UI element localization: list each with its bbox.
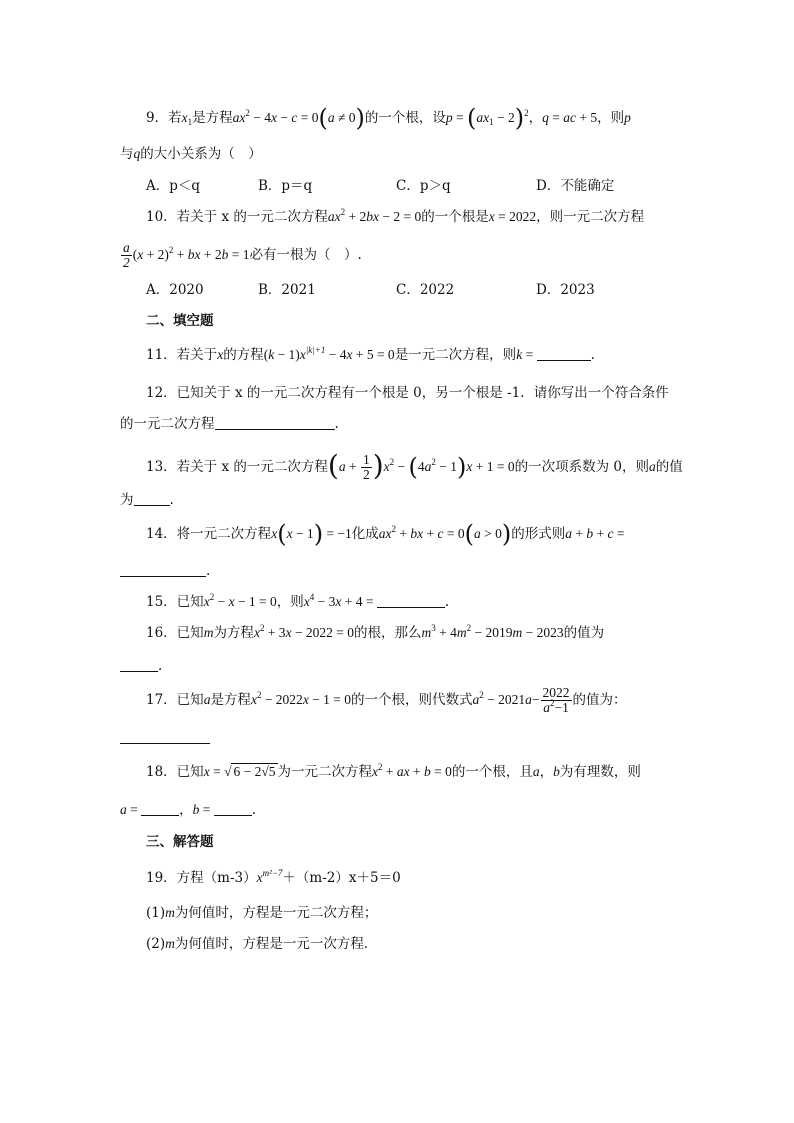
- section-2-heading: 二、填空题: [146, 313, 214, 329]
- question-9-line-1: 9．若$x_1$是方程$ax^2 - 4x - c = 0(a \ne 0)$的一个根，设$p = (ax_1 - 2)^2$，q = ac + 5，则p: [146, 104, 631, 132]
- section-3-heading: 三、解答题: [146, 834, 214, 850]
- q9-label: 9．若: [146, 110, 182, 126]
- q18-answer-b-blank[interactable]: [214, 801, 252, 816]
- question-12-line-2: 的一元二次方程 .: [120, 416, 339, 432]
- question-10-line-1: 10．若关于 x 的一元二次方程$ax^2 + 2bx - 2 = 0$的一个根是x = 2022，则一元二次方程: [146, 207, 645, 225]
- q11-answer-blank[interactable]: [537, 346, 591, 361]
- question-14-line-2: .: [120, 561, 210, 581]
- q9-option-d: D．不能确定: [536, 178, 615, 194]
- q10-option-b: B．2021: [258, 282, 316, 298]
- question-13-line-2: 为 .: [120, 492, 174, 508]
- q18-answer-a-blank[interactable]: [141, 801, 179, 816]
- q9-option-b: B．p＝q: [258, 178, 313, 194]
- question-11: 11．若关于x的方程$(k - 1)x^{|k|+1} - 4x + 5 = 0$是一元二次方程，则k = .: [146, 345, 595, 363]
- question-12-line-1: 12．已知关于 x 的一元二次方程有一个根是 0，另一个根是 -1．请你写出一个符合条件: [146, 385, 669, 401]
- question-9-line-2: 与q的大小关系为（ ）: [120, 146, 262, 162]
- question-18-line-2: a = ，b = .: [120, 802, 257, 818]
- question-17-answer-line: [120, 728, 210, 748]
- q10-option-c: C．2022: [396, 282, 455, 298]
- q16-answer-blank[interactable]: [120, 657, 158, 672]
- question-15: 15．已知$x^2 - x - 1 = 0$，则$x^4 - 3x + 4$ = .: [146, 592, 450, 610]
- q9-option-c: C．p＞q: [396, 178, 451, 194]
- q9-option-a: A．p＜q: [146, 178, 201, 194]
- q13-answer-blank[interactable]: [134, 491, 170, 506]
- question-18-line-1: 18．已知x = √ 6 − 2√5 为一元二次方程$x^2$ + ax + b = 0的一个根，且a，b为有理数，则: [146, 762, 641, 780]
- question-19-part-1: (1)m为何值时，方程是一元二次方程；: [146, 905, 378, 921]
- question-16-line-1: 16．已知m为方程$x^2 + 3x - 2022 = 0$的根，那么$m^3 + 4m^2 - 2019m - 2023$的值为: [146, 623, 605, 641]
- question-17: 17．已知a是方程$x^2 - 2022x - 1 = 0$的一个根，则代数式$a^2 - 2021a-$ $\frac{2022}{a^2-1}$ 的值为：: [146, 685, 627, 715]
- question-14-line-1: 14．将一元二次方程x(x − 1) = −1化成$ax^2$ + bx + c = 0(a > 0)的形式则a + b + c =: [146, 520, 625, 548]
- q15-answer-blank[interactable]: [377, 593, 445, 608]
- question-13-line-1: 13．若关于 x 的一元二次方程(a + $\frac{1}{2}$ )$x^2 - (4a^2 - 1)x + 1 = 0$的一次项系数为 0，则a的值: [146, 449, 683, 482]
- q12-answer-blank[interactable]: [215, 415, 335, 430]
- question-16-line-2: .: [120, 656, 162, 676]
- question-10-line-2: $\frac{a}{2}$ $(x + 2)^2$ + bx + 2b = 1必有一根为（ ）.: [123, 240, 362, 270]
- q17-answer-blank[interactable]: [120, 729, 210, 744]
- q14-answer-blank[interactable]: [120, 562, 206, 577]
- question-19: 19．方程$(m-3)x^{m^2-7}+(m-2)x+5=0$: [146, 868, 401, 886]
- question-19-part-2: (2)m为何值时，方程是一元一次方程．: [146, 936, 378, 952]
- q10-option-a: A．2020: [146, 282, 204, 298]
- q10-option-d: D．2023: [536, 282, 595, 298]
